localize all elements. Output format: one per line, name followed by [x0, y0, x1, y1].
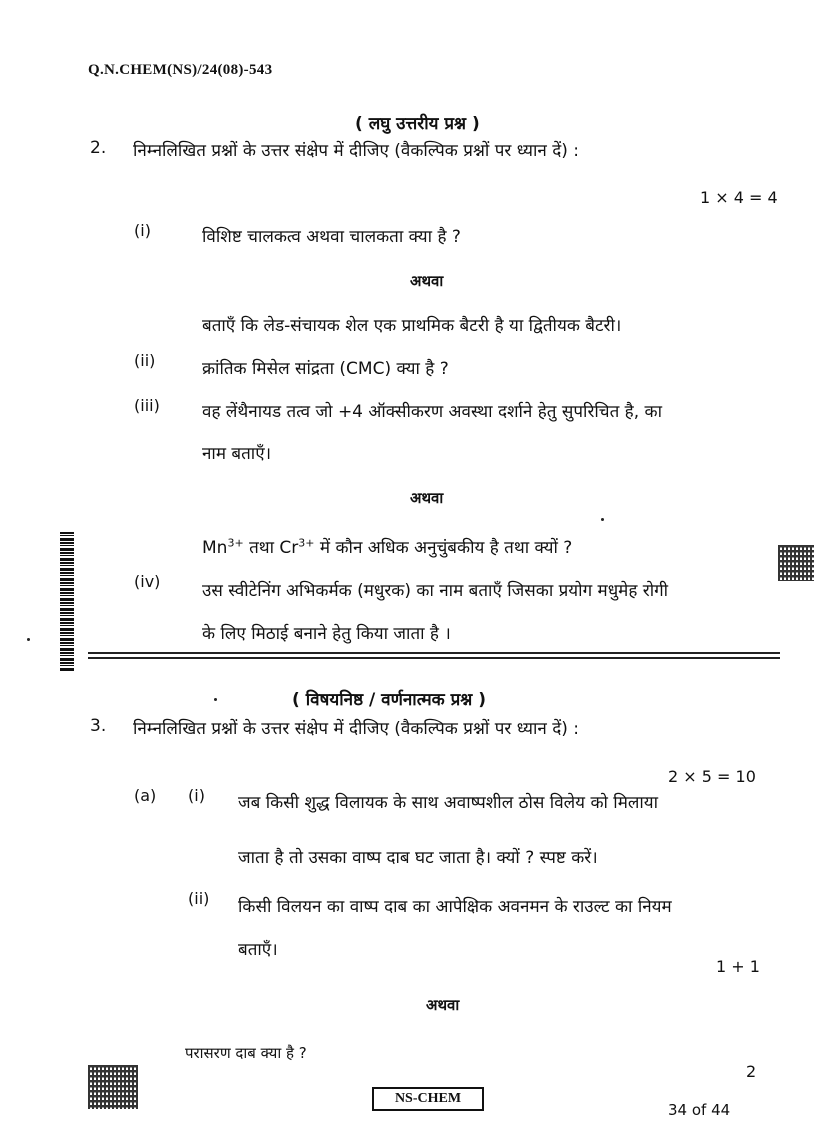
part-a-ii-label: (ii) — [188, 889, 210, 908]
question-2-text: निम्नलिखित प्रश्नों के उत्तर संक्षेप में दीजिए (वैकल्पिक प्रश्नों पर ध्यान दें) : — [133, 141, 580, 161]
part-a-ii-line2: बताएँ। — [238, 940, 278, 960]
part-a-label: (a) — [134, 786, 157, 805]
or-divider-2: अथवा — [410, 489, 444, 507]
section-heading-short-answer: ( लघु उत्तरीय प्रश्न ) — [355, 114, 480, 134]
item-ii-label: (ii) — [134, 351, 156, 370]
side-barcode — [60, 532, 74, 672]
mn-charge: 3+ — [227, 536, 244, 550]
mn-symbol: Mn — [202, 538, 228, 558]
part-a-ii-line1: किसी विलयन का वाष्प दाब का आपेक्षिक अवनमन के राउल्ट का नियम — [238, 897, 672, 917]
item-i-alternative: बताएँ कि लेड-संचायक शेल एक प्राथमिक बैटरी है या द्वितीयक बैटरी। — [202, 316, 622, 336]
section-heading-descriptive: ( विषयनिष्ठ / वर्णनात्मक प्रश्न ) — [292, 690, 487, 710]
item-ii-text: क्रांतिक मिसेल सांद्रता (CMC) क्या है ? — [202, 359, 449, 379]
paper-code: Q.N.CHEM(NS)/24(08)-543 — [88, 62, 273, 78]
scan-dot — [601, 518, 604, 521]
item-iii-text-line1: वह लेंथैनायड तत्व जो +4 ऑक्सीकरण अवस्था दर्शाने हेतु सुपरिचित है, का — [202, 402, 662, 422]
question-3-marks: 2 × 5 = 10 — [668, 767, 756, 786]
or-divider-1: अथवा — [410, 272, 444, 290]
question-number-3: 3. — [90, 716, 107, 736]
section-divider-top — [88, 652, 780, 654]
alt-question-rest: में कौन अधिक अनुचुंबकीय है तथा क्यों ? — [314, 538, 573, 558]
sub-marks: 1 + 1 — [716, 957, 760, 976]
scan-dot — [27, 638, 30, 641]
cr-charge: 3+ — [298, 536, 315, 550]
cr-symbol: तथा Cr — [243, 538, 299, 558]
scan-dot — [214, 698, 217, 701]
page-number: 2 — [746, 1062, 757, 1081]
item-i-label: (i) — [134, 221, 151, 240]
section-divider-bottom — [88, 657, 780, 659]
item-iii-text-line2: नाम बताएँ। — [202, 444, 272, 464]
item-iv-text-line2: के लिए मिठाई बनाने हेतु किया जाता है । — [202, 624, 451, 644]
question-number-2: 2. — [90, 138, 107, 158]
question-2-marks: 1 × 4 = 4 — [700, 188, 778, 207]
item-iii-label: (iii) — [134, 396, 160, 415]
item-iv-label: (iv) — [134, 572, 161, 591]
part-a-i-line2: जाता है तो उसका वाष्प दाब घट जाता है। क्यों ? स्पष्ट करें। — [238, 848, 598, 868]
part-a-i-label: (i) — [188, 786, 205, 805]
question-3-text: निम्नलिखित प्रश्नों के उत्तर संक्षेप में दीजिए (वैकल्पिक प्रश्नों पर ध्यान दें) : — [133, 719, 580, 739]
part-a-i-line1: जब किसी शुद्ध विलायक के साथ अवाष्पशील ठोस विलेय को मिलाया — [238, 793, 659, 813]
qr-code-right — [778, 545, 814, 581]
item-iii-alternative — [202, 535, 572, 558]
item-iv-text-line1: उस स्वीटेनिंग अभिकर्मक (मधुरक) का नाम बताएँ जिसका प्रयोग मधुमेह रोगी — [202, 581, 669, 601]
osmotic-pressure-question: परासरण दाब क्या है ? — [185, 1044, 307, 1062]
page-of-total: 34 of 44 — [668, 1101, 731, 1119]
or-divider-3: अथवा — [426, 996, 460, 1014]
qr-code-bottom — [88, 1065, 138, 1109]
item-i-text: विशिष्ट चालकत्व अथवा चालकता क्या है ? — [202, 227, 461, 247]
subject-stamp: NS-CHEM — [372, 1087, 484, 1111]
